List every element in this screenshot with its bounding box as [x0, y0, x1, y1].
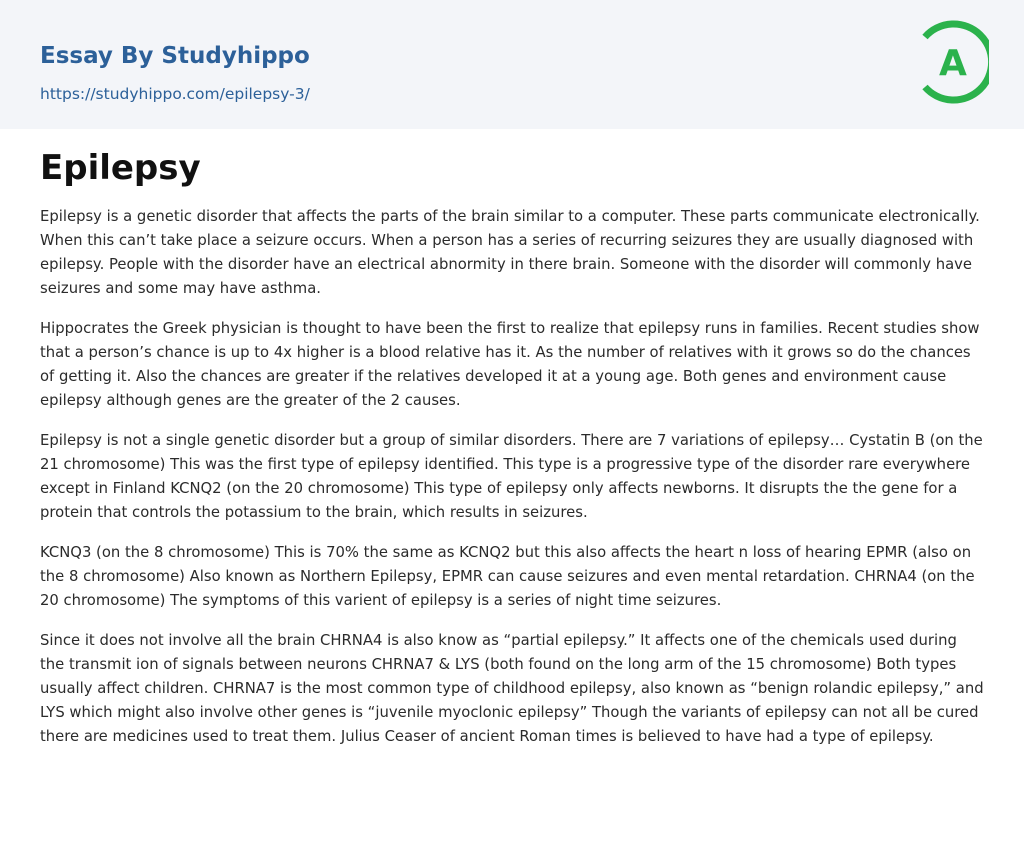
essay-paragraph: Since it does not involve all the brain CHRNA4 is also know as “partial epilepsy.” It affects one of the chemicals used during the transmit ion of signals between neurons CHRNA7 & LYS (both found on the long arm of the 15 chromosome) Both types usually affect children. CHRNA7 is the most common type of childhood epilepsy, also known as “benign rolandic epilepsy,” and LYS which might also involve other genes is “juvenile myoclonic epilepsy” Though the variants of epilepsy can not all be cured there are medicines used to treat them. Julius Ceaser of ancient Roman times is believed to have had a type of epilepsy.: [40, 632, 984, 745]
site-title: Essay By Studyhippo: [40, 43, 310, 69]
essay-paragraph: Epilepsy is a genetic disorder that affects the parts of the brain similar to a computer. These parts communicate electronically. When this can’t take place a seizure occurs. When a person has a series of recurring seizures they are usually diagnosed with epilepsy. People with the disorder have an electrical abnormity in there brain. Someone with the disorder will commonly have seizures and some may have asthma.: [40, 208, 980, 297]
page-title: Epilepsy: [40, 148, 201, 188]
essay-paragraph: Epilepsy is not a single genetic disorder but a group of similar disorders. There are 7 variations of epilepsy… Cystatin B (on the 21 chromosome) This was the first type of epilepsy identified. This type is a progressive type of the disorder rare everywhere except in Finland KCNQ2 (on the 20 chromosome) This type of epilepsy only affects newborns. It disrupts the the gene for a protein that controls the potassium to the brain, which results in seizures.: [40, 432, 983, 521]
essay-paragraph: KCNQ3 (on the 8 chromosome) This is 70% the same as KCNQ2 but this also affects the heart n loss of hearing EPMR (also on the 8 chromosome) Also known as Northern Epilepsy, EPMR can cause seizures and even mental retardation. CHRNA4 (on the 20 chromosome) The symptoms of this varient of epilepsy is a series of night time seizures.: [40, 544, 975, 609]
essay-paragraph: Hippocrates the Greek physician is thought to have been the first to realize that epilepsy runs in families. Recent studies show that a person’s chance is up to 4x higher is a blood relative has it. As the number of relatives with it grows so do the chances of getting it. Also the chances are greater if the relatives developed it at a young age. Both genes and environment cause epilepsy although genes are the greater of the 2 causes.: [40, 320, 980, 409]
site-header: [0, 0, 1024, 129]
essay-url-link[interactable]: https://studyhippo.com/epilepsy-3/: [40, 85, 310, 103]
logo-icon: [911, 17, 989, 107]
essay-content: [40, 144, 984, 749]
logo-letter: A: [939, 43, 967, 84]
studyhippo-logo[interactable]: [911, 17, 989, 107]
